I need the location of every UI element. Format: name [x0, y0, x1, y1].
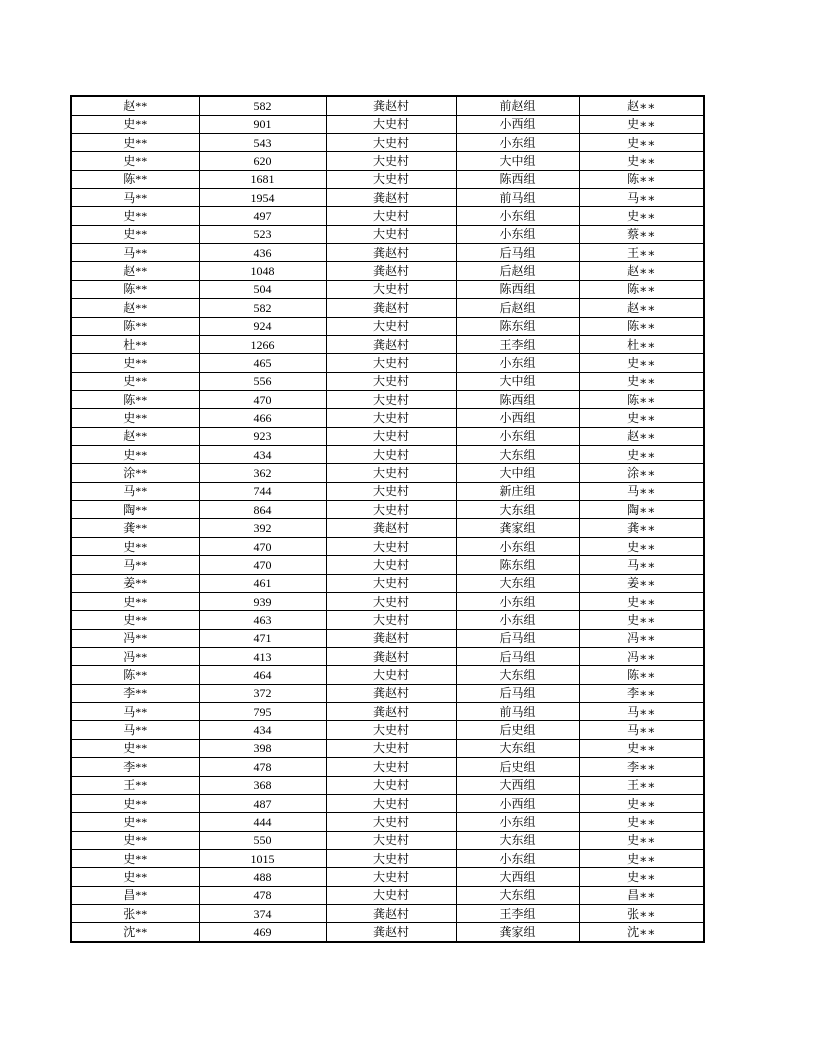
group-cell: 小东组 [456, 849, 579, 867]
masked-name-cell: 赵** [71, 262, 199, 280]
village-cell: 大史村 [326, 666, 456, 684]
masked-name-cell: 李** [71, 758, 199, 776]
table-row [71, 262, 704, 280]
masked-name-2-cell: 史∗∗ [579, 592, 704, 610]
masked-name-2-cell: 陶∗∗ [579, 501, 704, 519]
group-cell: 前马组 [456, 189, 579, 207]
masked-name-2-cell: 史∗∗ [579, 115, 704, 133]
masked-name-cell: 史** [71, 739, 199, 757]
number-cell: 543 [199, 133, 326, 151]
table-row [71, 133, 704, 151]
masked-name-cell: 史** [71, 849, 199, 867]
masked-name-cell: 马** [71, 244, 199, 262]
village-cell: 大史村 [326, 758, 456, 776]
village-cell: 龚赵村 [326, 905, 456, 923]
group-cell: 小东组 [456, 207, 579, 225]
group-cell: 大西组 [456, 776, 579, 794]
masked-name-cell: 涂** [71, 464, 199, 482]
group-cell: 大中组 [456, 372, 579, 390]
masked-name-2-cell: 马∗∗ [579, 703, 704, 721]
table-row [71, 152, 704, 170]
masked-name-cell: 史** [71, 115, 199, 133]
table-row [71, 868, 704, 886]
number-cell: 744 [199, 482, 326, 500]
masked-name-cell: 史** [71, 372, 199, 390]
masked-name-2-cell: 陈∗∗ [579, 390, 704, 408]
village-cell: 大史村 [326, 354, 456, 372]
number-cell: 368 [199, 776, 326, 794]
number-cell: 939 [199, 592, 326, 610]
masked-name-cell: 陈** [71, 666, 199, 684]
group-cell: 小东组 [456, 813, 579, 831]
table-row [71, 721, 704, 739]
table-row [71, 905, 704, 923]
masked-name-2-cell: 史∗∗ [579, 133, 704, 151]
table-row [71, 354, 704, 372]
group-cell: 后赵组 [456, 299, 579, 317]
table-row [71, 225, 704, 243]
masked-name-cell: 史** [71, 794, 199, 812]
number-cell: 1681 [199, 170, 326, 188]
masked-name-2-cell: 李∗∗ [579, 758, 704, 776]
masked-name-cell: 赵** [71, 299, 199, 317]
number-cell: 550 [199, 831, 326, 849]
village-cell: 大史村 [326, 482, 456, 500]
masked-name-2-cell: 史∗∗ [579, 446, 704, 464]
masked-name-cell: 赵** [71, 427, 199, 445]
table-row [71, 739, 704, 757]
number-cell: 362 [199, 464, 326, 482]
table-row [71, 849, 704, 867]
masked-name-2-cell: 史∗∗ [579, 409, 704, 427]
masked-name-2-cell: 冯∗∗ [579, 647, 704, 665]
masked-name-2-cell: 蔡∗∗ [579, 225, 704, 243]
masked-name-2-cell: 冯∗∗ [579, 629, 704, 647]
masked-name-2-cell: 史∗∗ [579, 354, 704, 372]
group-cell: 后马组 [456, 244, 579, 262]
table-row [71, 96, 704, 115]
village-cell: 龚赵村 [326, 96, 456, 115]
masked-name-2-cell: 涂∗∗ [579, 464, 704, 482]
table-row [71, 189, 704, 207]
number-cell: 470 [199, 537, 326, 555]
masked-name-cell: 马** [71, 189, 199, 207]
table-row [71, 299, 704, 317]
village-cell: 大史村 [326, 446, 456, 464]
masked-name-2-cell: 赵∗∗ [579, 427, 704, 445]
masked-name-2-cell: 张∗∗ [579, 905, 704, 923]
table-row [71, 244, 704, 262]
table-row [71, 886, 704, 904]
village-cell: 大史村 [326, 427, 456, 445]
village-cell: 大史村 [326, 409, 456, 427]
village-cell: 大史村 [326, 556, 456, 574]
masked-name-2-cell: 姜∗∗ [579, 574, 704, 592]
table-row [71, 776, 704, 794]
number-cell: 372 [199, 684, 326, 702]
number-cell: 497 [199, 207, 326, 225]
number-cell: 901 [199, 115, 326, 133]
village-cell: 大史村 [326, 868, 456, 886]
number-cell: 470 [199, 556, 326, 574]
group-cell: 后史组 [456, 758, 579, 776]
group-cell: 陈东组 [456, 556, 579, 574]
table-row [71, 629, 704, 647]
number-cell: 1015 [199, 849, 326, 867]
village-cell: 大史村 [326, 170, 456, 188]
masked-name-2-cell: 王∗∗ [579, 244, 704, 262]
number-cell: 523 [199, 225, 326, 243]
group-cell: 大中组 [456, 152, 579, 170]
table-row [71, 923, 704, 942]
group-cell: 大东组 [456, 831, 579, 849]
group-cell: 后马组 [456, 647, 579, 665]
group-cell: 后马组 [456, 629, 579, 647]
village-cell: 龚赵村 [326, 684, 456, 702]
table-row [71, 592, 704, 610]
village-cell: 大史村 [326, 207, 456, 225]
table-row [71, 446, 704, 464]
masked-name-cell: 史** [71, 152, 199, 170]
masked-name-2-cell: 史∗∗ [579, 372, 704, 390]
number-cell: 504 [199, 280, 326, 298]
village-cell: 大史村 [326, 372, 456, 390]
masked-name-cell: 昌** [71, 886, 199, 904]
group-cell: 龚家组 [456, 923, 579, 942]
number-cell: 1266 [199, 335, 326, 353]
masked-name-cell: 姜** [71, 574, 199, 592]
masked-name-cell: 陈** [71, 170, 199, 188]
masked-name-2-cell: 陈∗∗ [579, 317, 704, 335]
group-cell: 大西组 [456, 868, 579, 886]
number-cell: 464 [199, 666, 326, 684]
masked-name-2-cell: 赵∗∗ [579, 299, 704, 317]
group-cell: 大中组 [456, 464, 579, 482]
number-cell: 487 [199, 794, 326, 812]
village-cell: 大史村 [326, 849, 456, 867]
masked-name-2-cell: 马∗∗ [579, 189, 704, 207]
masked-name-2-cell: 史∗∗ [579, 849, 704, 867]
group-cell: 新庄组 [456, 482, 579, 500]
table-row [71, 519, 704, 537]
masked-name-cell: 史** [71, 611, 199, 629]
masked-name-cell: 史** [71, 446, 199, 464]
village-cell: 龚赵村 [326, 647, 456, 665]
number-cell: 444 [199, 813, 326, 831]
group-cell: 大东组 [456, 574, 579, 592]
number-cell: 398 [199, 739, 326, 757]
masked-name-cell: 冯** [71, 647, 199, 665]
number-cell: 461 [199, 574, 326, 592]
masked-name-cell: 史** [71, 354, 199, 372]
table-row [71, 482, 704, 500]
village-cell: 大史村 [326, 776, 456, 794]
village-cell: 龚赵村 [326, 244, 456, 262]
group-cell: 大东组 [456, 446, 579, 464]
group-cell: 龚家组 [456, 519, 579, 537]
village-cell: 大史村 [326, 611, 456, 629]
masked-name-2-cell: 马∗∗ [579, 482, 704, 500]
masked-name-cell: 史** [71, 831, 199, 849]
number-cell: 374 [199, 905, 326, 923]
village-cell: 龚赵村 [326, 335, 456, 353]
masked-name-cell: 陈** [71, 390, 199, 408]
number-cell: 488 [199, 868, 326, 886]
table-row [71, 684, 704, 702]
table-row [71, 115, 704, 133]
village-cell: 大史村 [326, 592, 456, 610]
masked-name-2-cell: 李∗∗ [579, 684, 704, 702]
table-row [71, 758, 704, 776]
masked-name-2-cell: 马∗∗ [579, 556, 704, 574]
table-row [71, 574, 704, 592]
masked-name-cell: 王** [71, 776, 199, 794]
village-cell: 龚赵村 [326, 629, 456, 647]
masked-name-2-cell: 陈∗∗ [579, 666, 704, 684]
village-cell: 大史村 [326, 390, 456, 408]
table-row [71, 372, 704, 390]
village-cell: 大史村 [326, 464, 456, 482]
group-cell: 陈东组 [456, 317, 579, 335]
group-cell: 后马组 [456, 684, 579, 702]
number-cell: 478 [199, 758, 326, 776]
group-cell: 小西组 [456, 409, 579, 427]
table-row [71, 390, 704, 408]
village-cell: 龚赵村 [326, 189, 456, 207]
table-row [71, 280, 704, 298]
table-row [71, 831, 704, 849]
masked-name-2-cell: 史∗∗ [579, 831, 704, 849]
table-row [71, 611, 704, 629]
number-cell: 436 [199, 244, 326, 262]
group-cell: 小东组 [456, 592, 579, 610]
village-cell: 大史村 [326, 225, 456, 243]
village-cell: 大史村 [326, 794, 456, 812]
village-cell: 大史村 [326, 831, 456, 849]
masked-name-cell: 马** [71, 556, 199, 574]
number-cell: 924 [199, 317, 326, 335]
village-cell: 龚赵村 [326, 299, 456, 317]
number-cell: 471 [199, 629, 326, 647]
number-cell: 620 [199, 152, 326, 170]
group-cell: 小东组 [456, 133, 579, 151]
number-cell: 469 [199, 923, 326, 942]
masked-name-cell: 沈** [71, 923, 199, 942]
table-row [71, 409, 704, 427]
masked-name-cell: 张** [71, 905, 199, 923]
table-row [71, 647, 704, 665]
masked-name-2-cell: 赵∗∗ [579, 262, 704, 280]
number-cell: 392 [199, 519, 326, 537]
number-cell: 556 [199, 372, 326, 390]
group-cell: 大东组 [456, 666, 579, 684]
masked-name-cell: 马** [71, 482, 199, 500]
group-cell: 王李组 [456, 335, 579, 353]
village-cell: 大史村 [326, 133, 456, 151]
group-cell: 前马组 [456, 703, 579, 721]
number-cell: 864 [199, 501, 326, 519]
table-row [71, 813, 704, 831]
table-row [71, 501, 704, 519]
group-cell: 小东组 [456, 225, 579, 243]
group-cell: 大东组 [456, 739, 579, 757]
table-row [71, 537, 704, 555]
number-cell: 923 [199, 427, 326, 445]
masked-name-cell: 史** [71, 537, 199, 555]
number-cell: 434 [199, 446, 326, 464]
village-cell: 大史村 [326, 280, 456, 298]
masked-name-cell: 赵** [71, 96, 199, 115]
table-row [71, 464, 704, 482]
masked-name-2-cell: 史∗∗ [579, 152, 704, 170]
masked-name-2-cell: 史∗∗ [579, 794, 704, 812]
masked-name-cell: 史** [71, 409, 199, 427]
masked-name-cell: 马** [71, 703, 199, 721]
village-cell: 龚赵村 [326, 262, 456, 280]
village-cell: 龚赵村 [326, 923, 456, 942]
masked-name-2-cell: 史∗∗ [579, 537, 704, 555]
number-cell: 465 [199, 354, 326, 372]
group-cell: 后赵组 [456, 262, 579, 280]
village-cell: 大史村 [326, 739, 456, 757]
number-cell: 582 [199, 299, 326, 317]
table-row [71, 556, 704, 574]
village-cell: 大史村 [326, 813, 456, 831]
group-cell: 陈西组 [456, 280, 579, 298]
masked-name-cell: 史** [71, 225, 199, 243]
village-cell: 大史村 [326, 152, 456, 170]
village-cell: 大史村 [326, 537, 456, 555]
group-cell: 小东组 [456, 354, 579, 372]
group-cell: 大东组 [456, 501, 579, 519]
masked-name-cell: 陈** [71, 317, 199, 335]
table-row [71, 317, 704, 335]
group-cell: 陈西组 [456, 170, 579, 188]
number-cell: 478 [199, 886, 326, 904]
table-row [71, 170, 704, 188]
masked-name-2-cell: 陈∗∗ [579, 170, 704, 188]
number-cell: 434 [199, 721, 326, 739]
masked-name-cell: 史** [71, 592, 199, 610]
village-cell: 大史村 [326, 115, 456, 133]
village-cell: 大史村 [326, 574, 456, 592]
group-cell: 小西组 [456, 794, 579, 812]
masked-name-2-cell: 王∗∗ [579, 776, 704, 794]
masked-name-cell: 李** [71, 684, 199, 702]
group-cell: 陈西组 [456, 390, 579, 408]
village-cell: 龚赵村 [326, 703, 456, 721]
group-cell: 小东组 [456, 537, 579, 555]
group-cell: 大东组 [456, 886, 579, 904]
table-row [71, 666, 704, 684]
masked-name-2-cell: 赵∗∗ [579, 96, 704, 115]
masked-name-cell: 陶** [71, 501, 199, 519]
table-row [71, 427, 704, 445]
group-cell: 小东组 [456, 427, 579, 445]
number-cell: 470 [199, 390, 326, 408]
masked-name-2-cell: 马∗∗ [579, 721, 704, 739]
records-table [70, 95, 705, 943]
village-cell: 大史村 [326, 886, 456, 904]
table-body [71, 96, 704, 942]
masked-name-cell: 史** [71, 207, 199, 225]
masked-name-cell: 陈** [71, 280, 199, 298]
group-cell: 前赵组 [456, 96, 579, 115]
table-row [71, 794, 704, 812]
table-row [71, 703, 704, 721]
masked-name-cell: 史** [71, 813, 199, 831]
masked-name-2-cell: 杜∗∗ [579, 335, 704, 353]
number-cell: 413 [199, 647, 326, 665]
number-cell: 1048 [199, 262, 326, 280]
masked-name-cell: 史** [71, 868, 199, 886]
masked-name-2-cell: 史∗∗ [579, 739, 704, 757]
number-cell: 466 [199, 409, 326, 427]
masked-name-cell: 马** [71, 721, 199, 739]
masked-name-2-cell: 史∗∗ [579, 813, 704, 831]
village-cell: 龚赵村 [326, 519, 456, 537]
table-row [71, 335, 704, 353]
number-cell: 463 [199, 611, 326, 629]
masked-name-2-cell: 史∗∗ [579, 207, 704, 225]
masked-name-2-cell: 陈∗∗ [579, 280, 704, 298]
masked-name-cell: 史** [71, 133, 199, 151]
masked-name-2-cell: 史∗∗ [579, 611, 704, 629]
masked-name-cell: 龚** [71, 519, 199, 537]
number-cell: 582 [199, 96, 326, 115]
village-cell: 大史村 [326, 501, 456, 519]
village-cell: 大史村 [326, 317, 456, 335]
masked-name-2-cell: 昌∗∗ [579, 886, 704, 904]
group-cell: 小东组 [456, 611, 579, 629]
masked-name-2-cell: 龚∗∗ [579, 519, 704, 537]
table-row [71, 207, 704, 225]
group-cell: 后史组 [456, 721, 579, 739]
number-cell: 1954 [199, 189, 326, 207]
masked-name-2-cell: 史∗∗ [579, 868, 704, 886]
group-cell: 王李组 [456, 905, 579, 923]
masked-name-cell: 冯** [71, 629, 199, 647]
masked-name-2-cell: 沈∗∗ [579, 923, 704, 942]
number-cell: 795 [199, 703, 326, 721]
village-cell: 大史村 [326, 721, 456, 739]
group-cell: 小西组 [456, 115, 579, 133]
masked-name-cell: 杜** [71, 335, 199, 353]
